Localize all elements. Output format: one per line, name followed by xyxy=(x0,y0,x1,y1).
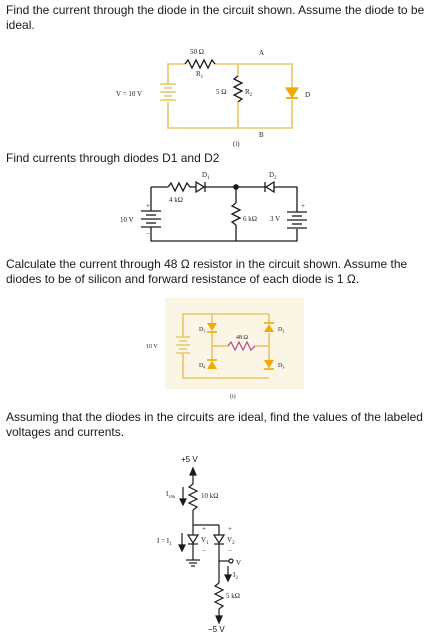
r2-name: $R_2$ xyxy=(245,88,253,98)
r1-value: 50 Ω xyxy=(190,48,204,56)
ground-symbol xyxy=(186,560,200,566)
question-2: Find currents through diodes D1 and D2 xyxy=(6,151,220,165)
c4-out-v-label: V xyxy=(236,559,242,567)
battery-source xyxy=(160,84,176,100)
r-series-label: 4 kΩ xyxy=(169,196,183,204)
r-shunt-label: 6 kΩ xyxy=(243,215,257,223)
diode-d2 xyxy=(265,182,274,192)
r2-resistor xyxy=(234,76,242,102)
c4-bottom-supply: −5 V xyxy=(208,625,225,634)
diode-v1 xyxy=(188,535,198,544)
diode-v2 xyxy=(214,535,224,544)
c4-i2-label: $I_2$ xyxy=(233,571,238,581)
c3-resistor-label: 48 Ω xyxy=(236,335,248,341)
c3-d1-label: $D_1$ xyxy=(199,327,206,334)
c3-caption: (i) xyxy=(230,394,236,400)
node-b-label: B xyxy=(259,131,264,139)
c4-v1-label: $V_1$ xyxy=(201,536,209,546)
c3-source-label: 10 V xyxy=(146,344,158,350)
circuit-1 xyxy=(160,60,298,128)
question-1: Find the current through the diode in the circuit shown. Assume the diode to be ideal. xyxy=(6,3,425,32)
d1-label: $D_1$ xyxy=(202,171,210,181)
c3-d4-label: $D_4$ xyxy=(199,363,206,370)
battery-3v xyxy=(287,212,307,228)
circuit-2 xyxy=(141,182,307,241)
d2-label: $D_2$ xyxy=(269,171,277,181)
question-3: Calculate the current through 48 Ω resistor in the circuit shown. Assume the diodes to be of silicon and forward resistance of each diode is 1 Ω. xyxy=(6,257,408,286)
c4-minus-v1: − xyxy=(202,547,206,555)
circuit-3 xyxy=(165,298,304,389)
c4-top-supply: +5 V xyxy=(181,455,198,464)
r2-value: 5 Ω xyxy=(216,88,227,96)
diode-d1 xyxy=(196,182,205,192)
r1-name: $R_1$ xyxy=(196,70,204,80)
minus-left: − xyxy=(146,230,150,238)
plus-right: + xyxy=(301,202,305,210)
c4-r-bottom-label: 5 kΩ xyxy=(226,592,240,600)
source-label: V = 10 V xyxy=(116,90,143,98)
c4-plus-v1: + xyxy=(202,525,206,533)
diode-d xyxy=(286,88,298,98)
circuit-1-caption: (i) xyxy=(233,140,240,148)
r1-resistor xyxy=(185,60,215,68)
source-left-label: 10 V xyxy=(120,216,134,224)
question-4: Assuming that the diodes in the circuits are ideal, find the values of the labeled voltages and currents. xyxy=(6,410,423,439)
source-right-label: 3 V xyxy=(270,215,281,223)
battery-10v xyxy=(141,211,161,227)
c4-plus-v2: + xyxy=(228,525,232,533)
resistor-4k xyxy=(168,183,190,191)
resistor-5k xyxy=(215,583,223,609)
c4-minus-v2: − xyxy=(228,547,232,555)
c4-v2-label: $V_2$ xyxy=(227,536,235,546)
node-a-label: A xyxy=(259,49,265,57)
c4-i-eq-label: $I = I_1$ xyxy=(157,537,172,547)
diode-label: D xyxy=(305,91,311,99)
plus-left: + xyxy=(146,202,150,210)
resistor-10k xyxy=(189,484,197,510)
c3-d2-label: $D_2$ xyxy=(278,327,285,334)
resistor-6k xyxy=(232,203,240,225)
c4-r-top-label: 10 kΩ xyxy=(201,492,219,500)
c4-i10k-label: $I_{10k}$ xyxy=(166,490,176,499)
c3-d3-label: $D_3$ xyxy=(278,363,285,370)
